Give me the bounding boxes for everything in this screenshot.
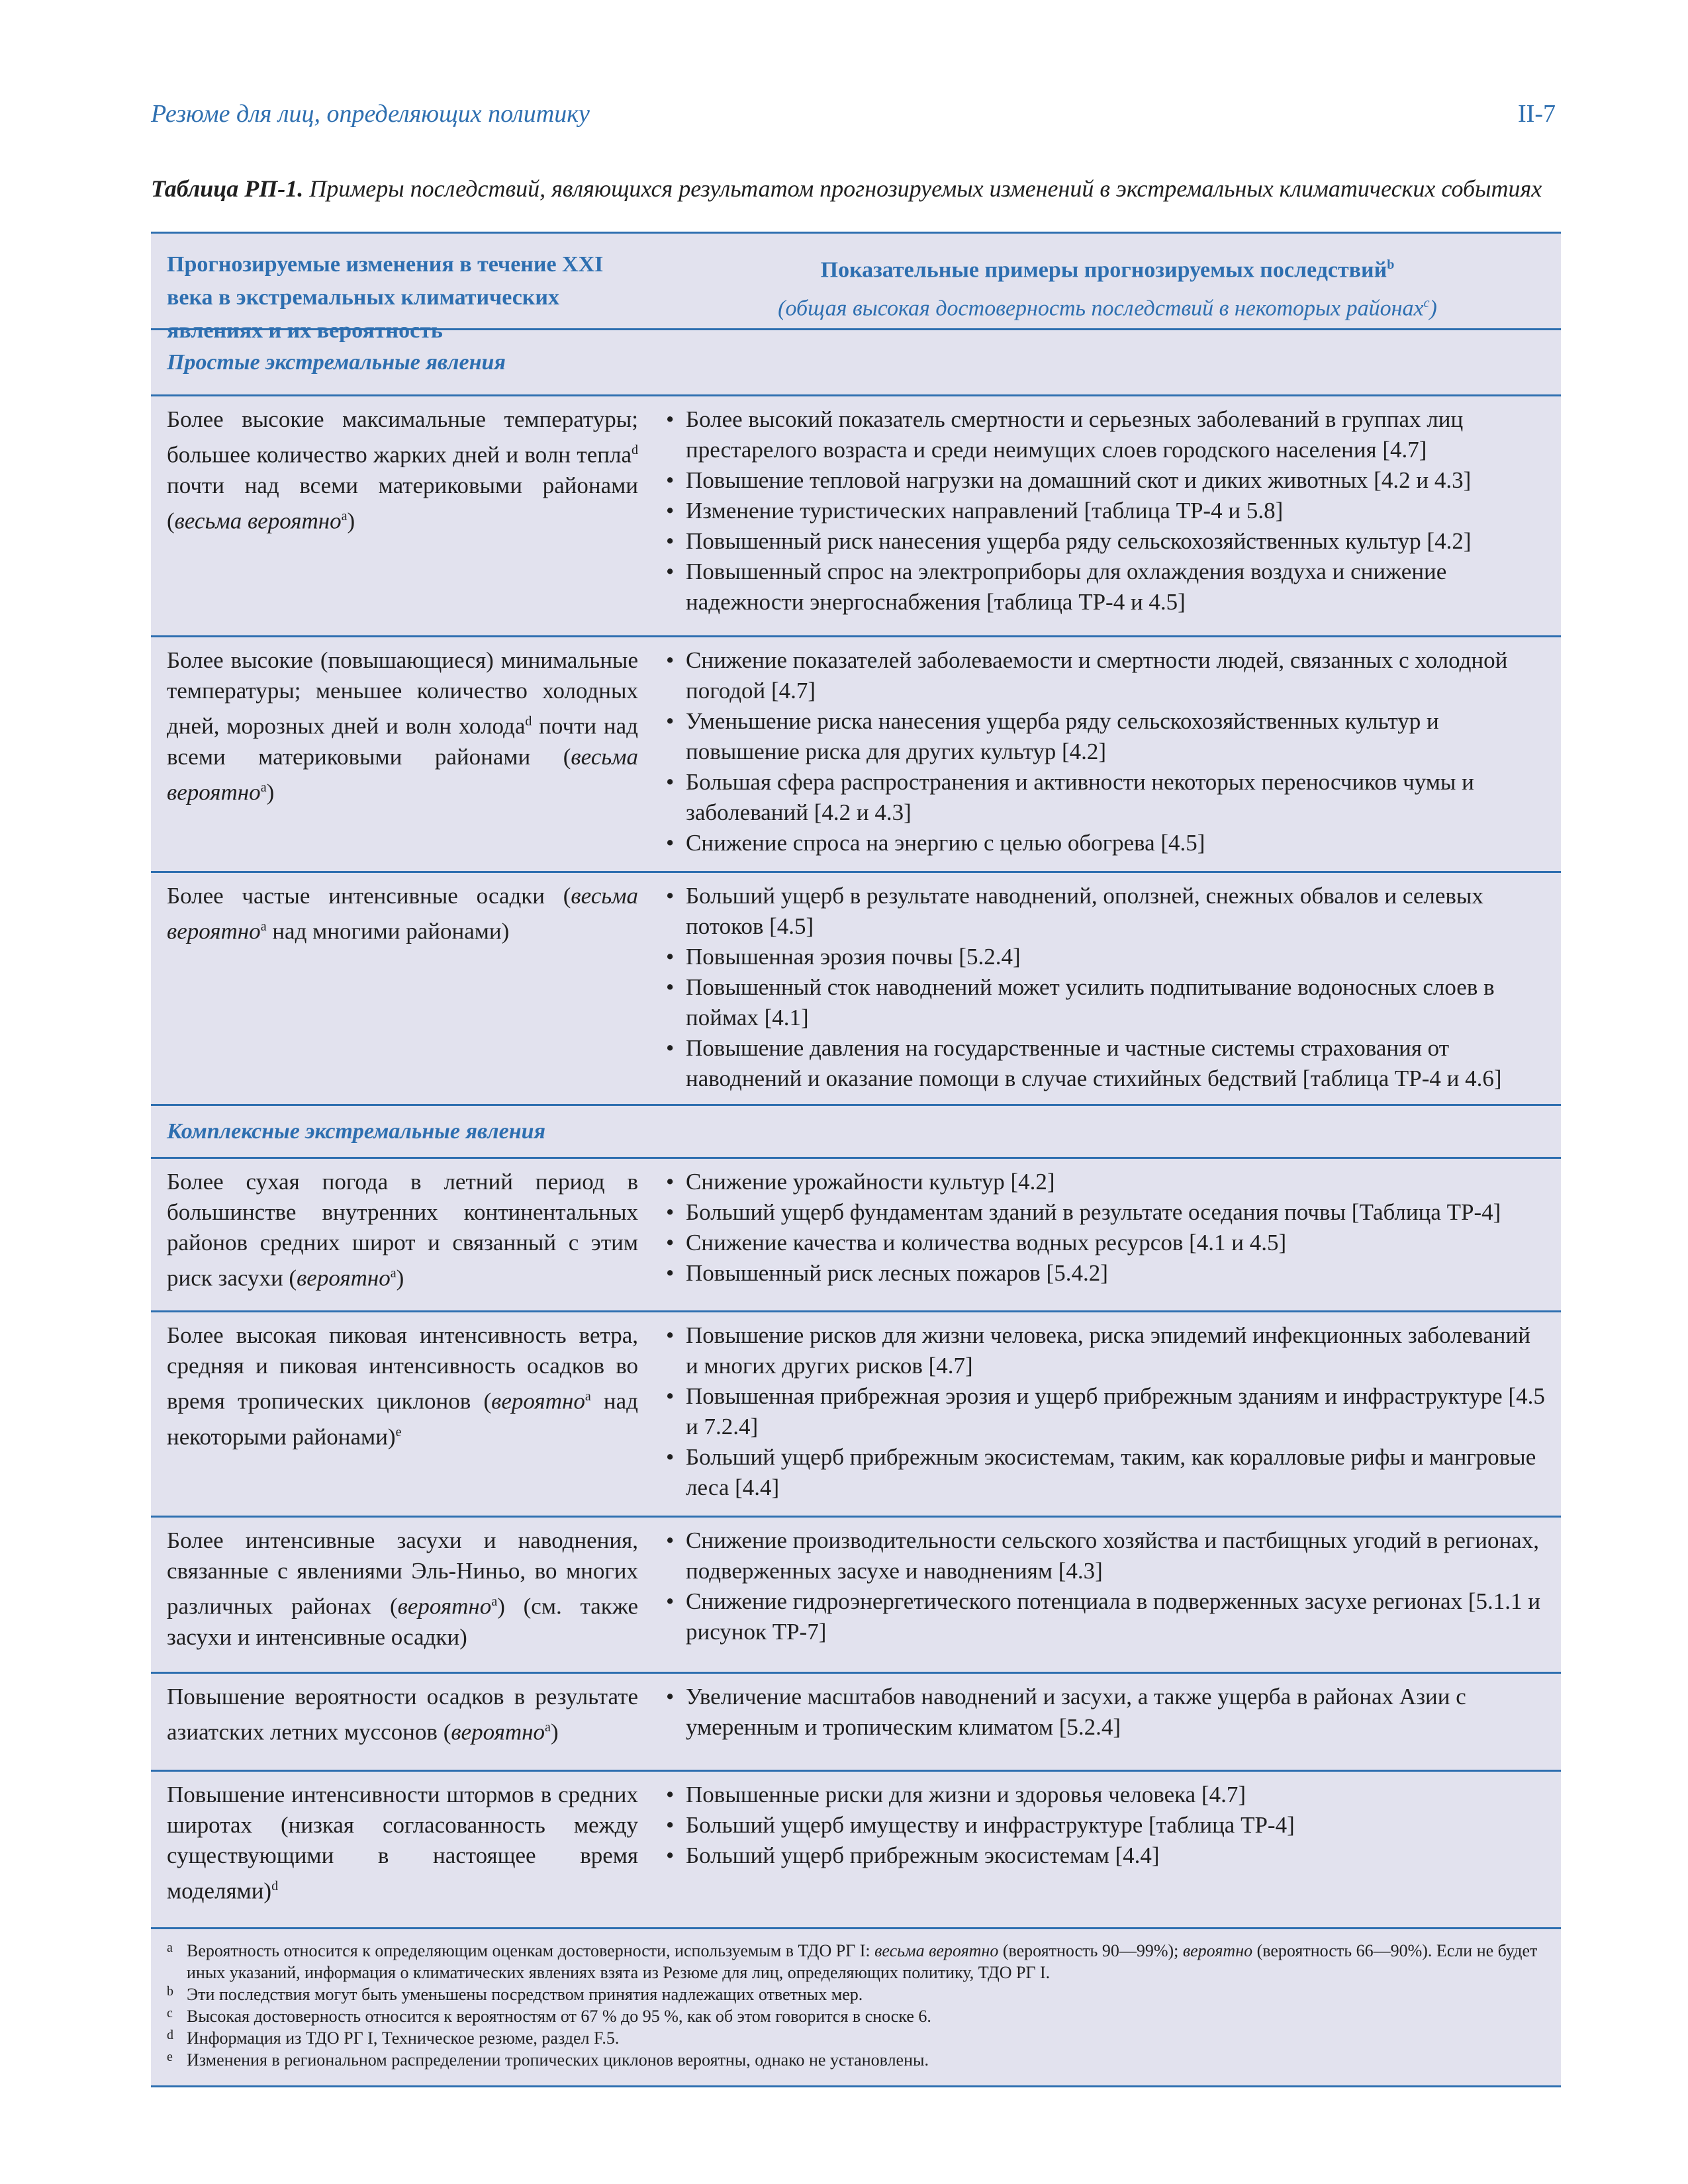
impact-item: • Повышенная прибрежная эрозия и ущерб прибрежным зданиям и инфраструктуре [4.5 и 7.2.4] <box>661 1381 1548 1442</box>
footnote <box>167 1983 1545 2005</box>
table-row <box>151 1312 1561 1518</box>
impact-item: • Снижение производительности сельского хозяйства и пастбищных угодий в регионах, подверженных засухе и наводнениям [4.3] <box>661 1525 1548 1586</box>
table-row <box>151 873 1561 1106</box>
impact-item: • Увеличение масштабов наводнений и засухи, а также ущерба в районах Азии с умеренным и тропическим климатом [5.2.4] <box>661 1682 1548 1743</box>
phenomenon-text-cont: почти над всеми материковыми районами ( <box>167 713 638 770</box>
footnote-text-part: (вероятность 90—99%); <box>998 1941 1183 1960</box>
col-right-title: Показательные примеры прогнозируемых последствий <box>820 257 1387 283</box>
footnote-ref: a <box>585 1389 591 1404</box>
caption-label: Таблица РП-1. <box>151 175 304 202</box>
phenomenon-text-end: ) <box>550 1719 559 1745</box>
footnote <box>167 2027 1545 2049</box>
phenomenon-text-end: ) (см. также засухи и интенсивные осадки) <box>167 1593 638 1650</box>
row-phenomenon <box>151 1159 654 1310</box>
phenomenon-text-end: над многими районами) <box>266 918 510 944</box>
table-caption <box>151 175 1554 203</box>
impact-item: • Больший ущерб в результате наводнений, оползней, снежных обвалов и селевых потоков [4.5] <box>661 881 1548 942</box>
phenomenon-text: Повышение вероятности осадков в результате азиатских летних муссонов ( <box>167 1684 638 1745</box>
phenomenon-text: Более высокие (повышающиеся) минимальные температуры; меньшее количество холодных дней, морозных дней и волн холода <box>167 647 638 739</box>
row-phenomenon <box>151 1518 654 1672</box>
col-left-header: Прогнозируемые изменения в течение XXI века в экстремальных климатических явлениях и их вероятность <box>167 252 604 343</box>
impact-item: • Снижение показателей заболеваемости и смертности людей, связанных с холодной погодой [4.7] <box>661 645 1548 706</box>
table-row <box>151 1518 1561 1674</box>
col-right-subtitle: (общая высокая достоверность последствий в некоторых районах <box>778 296 1424 321</box>
impact-list <box>661 1780 1548 1871</box>
impact-item: • Уменьшение риска нанесения ущерба ряду сельскохозяйственных культур и повышение риска для других культур [4.2] <box>661 706 1548 767</box>
footnote-ref: a <box>260 919 267 934</box>
impact-list <box>661 645 1548 858</box>
impact-item: • Снижение спроса на энергию с целью обогрева [4.5] <box>661 828 1548 858</box>
footnote-ref: e <box>395 1424 402 1439</box>
footnote-ref: a <box>341 508 348 523</box>
running-header: Резюме для лиц, определяющих политику <box>151 100 590 128</box>
row-impacts <box>654 1312 1561 1516</box>
impact-item: • Более высокий показатель смертности и серьезных заболеваний в группах лиц престарелого возраста и среди неимущих слоев городского населения [4.7] <box>661 404 1548 465</box>
section-heading: Комплексные экстремальные явления <box>151 1106 1561 1159</box>
footnote-ref: a <box>545 1720 551 1735</box>
footnote-text-part: Вероятность относится к определяющим оценкам достоверности, используемым в ТДО РГ I: <box>187 1941 875 1960</box>
phenomenon-text-cont: почти над всеми материковыми районами ( <box>167 472 638 534</box>
row-impacts <box>654 873 1561 1104</box>
impact-list <box>661 1167 1548 1289</box>
impact-item: • Повышенная эрозия почвы [5.2.4] <box>661 942 1548 972</box>
row-phenomenon <box>151 1772 654 1927</box>
footnote-italic: весьма вероятно <box>874 1941 999 1960</box>
impact-item: • Повышенный риск нанесения ущерба ряду сельскохозяйственных культур [4.2] <box>661 526 1548 557</box>
impact-list <box>661 1320 1548 1503</box>
footnote-text <box>187 1983 1545 2005</box>
table-row <box>151 396 1561 637</box>
table-row <box>151 1159 1561 1312</box>
impact-item: • Изменение туристических направлений [таблица ТР-4 и 5.8] <box>661 496 1548 526</box>
section-heading: Простые экстремальные явления <box>151 330 1561 396</box>
footnote-text-part: Информация из ТДО РГ I, Техническое резюме, раздел F.5. <box>187 2028 620 2048</box>
col-right-subtitle-end: ) <box>1429 296 1437 321</box>
phenomenon-text-end: над некоторыми районами) <box>167 1388 638 1450</box>
row-phenomenon <box>151 396 654 635</box>
table-row <box>151 637 1561 873</box>
col-right-title-sup: b <box>1387 257 1395 272</box>
impact-item: • Снижение качества и количества водных ресурсов [4.1 и 4.5] <box>661 1228 1548 1258</box>
footnote-text-part: Изменения в региональном распределении тропических циклонов вероятны, однако не установлены. <box>187 2050 929 2070</box>
impact-item: • Больший ущерб прибрежным экосистемам [4.4] <box>661 1841 1548 1871</box>
footnote <box>167 1940 1545 1983</box>
footnote <box>167 2005 1545 2027</box>
footnote-ref: a <box>390 1266 397 1281</box>
impact-item: • Больший ущерб фундаментам зданий в результате оседания почвы [Таблица ТР-4] <box>661 1197 1548 1228</box>
table-row <box>151 1772 1561 1929</box>
row-phenomenon <box>151 1312 654 1516</box>
impact-item: • Повышенный риск лесных пожаров [5.4.2] <box>661 1258 1548 1289</box>
impact-item: • Повышение рисков для жизни человека, риска эпидемий инфекционных заболеваний и многих других рисков [4.7] <box>661 1320 1548 1381</box>
caption-text: Примеры последствий, являющихся результатом прогнозируемых изменений в экстремальных климатических событиях <box>309 175 1542 202</box>
impact-list <box>661 404 1548 617</box>
footnote-ref: d <box>525 714 532 729</box>
phenomenon-text: Более интенсивные засухи и наводнения, связанные с явлениями Эль-Ниньо, во многих различных районах ( <box>167 1527 638 1619</box>
impact-item: • Повышение тепловой нагрузки на домашний скот и диких животных [4.2 и 4.3] <box>661 465 1548 496</box>
likelihood: вероятно <box>397 1593 492 1619</box>
footnote-text <box>187 1940 1545 1983</box>
footnote-ref: d <box>632 443 638 457</box>
phenomenon-text: Повышение интенсивности штормов в средних широтах (низкая согласованность между существующими в настоящее время моделями) <box>167 1782 638 1904</box>
col-right-subtitle-sup: c <box>1423 296 1430 311</box>
footnote-mark: e <box>167 2050 173 2064</box>
phenomenon-text: Более сухая погода в летний период в большинстве внутренних континентальных районов средних широт и связанный с этим риск засухи ( <box>167 1169 638 1291</box>
phenomenon-text: Более высокая пиковая интенсивность ветра, средняя и пиковая интенсивность осадков во время тропических циклонов ( <box>167 1322 638 1414</box>
row-impacts <box>654 396 1561 635</box>
likelihood: вероятно <box>491 1388 585 1414</box>
impacts-table <box>151 232 1561 2087</box>
impact-item: • Снижение урожайности культур [4.2] <box>661 1167 1548 1197</box>
footnote-text <box>187 2005 1545 2027</box>
footnote-ref: d <box>271 1879 279 1893</box>
impact-list <box>661 1682 1548 1743</box>
footnote-mark: b <box>167 1984 173 1999</box>
row-phenomenon <box>151 873 654 1104</box>
row-impacts <box>654 1674 1561 1770</box>
phenomenon-text-end: ) <box>347 508 355 534</box>
row-impacts <box>654 1772 1561 1927</box>
likelihood: весьма вероятно <box>167 743 638 805</box>
likelihood: весьма вероятно <box>167 883 638 944</box>
row-phenomenon <box>151 637 654 871</box>
row-impacts <box>654 1518 1561 1672</box>
impact-item: • Повышенный спрос на электроприборы для охлаждения воздуха и снижение надежности энергоснабжения [таблица ТР-4 и 4.5] <box>661 557 1548 617</box>
impact-item: • Больший ущерб имуществу и инфраструктуре [таблица ТР-4] <box>661 1810 1548 1841</box>
footnote-text <box>187 2049 1545 2071</box>
table-body <box>151 330 1561 1929</box>
phenomenon-text-end: ) <box>266 779 275 805</box>
impact-item: • Большая сфера распространения и активности некоторых переносчиков чумы и заболеваний [4.2 и 4.3] <box>661 767 1548 828</box>
phenomenon-text-end: ) <box>396 1265 404 1291</box>
footnote-mark: a <box>167 1940 173 1955</box>
row-impacts <box>654 637 1561 871</box>
row-phenomenon <box>151 1674 654 1770</box>
col-right-header <box>654 234 1561 328</box>
footnote <box>167 2049 1545 2071</box>
impact-item: • Больший ущерб прибрежным экосистемам, таким, как коралловые рифы и мангровые леса [4.4] <box>661 1442 1548 1503</box>
footnote-ref: a <box>260 780 267 795</box>
footnote-text <box>187 2027 1545 2049</box>
impact-item: • Повышенные риски для жизни и здоровья человека [4.7] <box>661 1780 1548 1810</box>
footnote-text-part: (вероятность 66—90%). Если не будет иных указаний, информация о климатических явлениях взята из Резюме для лиц, определяющих политику, ТДО РГ I. <box>187 1941 1538 1982</box>
likelihood: весьма вероятно <box>174 508 342 534</box>
footnotes <box>151 1929 1561 2085</box>
phenomenon-text: Более высокие максимальные температуры; большее количество жарких дней и волн тепла <box>167 406 638 468</box>
footnote-mark: d <box>167 2028 173 2042</box>
page-number: II-7 <box>1518 100 1556 128</box>
likelihood: вероятно <box>451 1719 545 1745</box>
impact-list <box>661 1525 1548 1647</box>
footnote-mark: c <box>167 2006 173 2021</box>
row-impacts <box>654 1159 1561 1310</box>
table-header <box>151 234 1561 343</box>
impact-list <box>661 881 1548 1094</box>
likelihood: вероятно <box>297 1265 391 1291</box>
impact-item: • Повышение давления на государственные и частные системы страхования от наводнений и оказание помощи в случае стихийных бедствий [таблица ТР-4 и 4.6] <box>661 1033 1548 1094</box>
impact-item: • Снижение гидроэнергетического потенциала в подверженных засухе регионах [5.1.1 и рисунок ТР-7] <box>661 1586 1548 1647</box>
impact-item: • Повышенный сток наводнений может усилить подпитывание водоносных слоев в поймах [4.1] <box>661 972 1548 1033</box>
footnote-italic: вероятно <box>1182 1941 1253 1960</box>
footnote-text-part: Высокая достоверность относится к вероятностям от 67 % до 95 %, как об этом говорится в сноске 6. <box>187 2007 931 2026</box>
footnote-text-part: Эти последствия могут быть уменьшены посредством принятия надлежащих ответных мер. <box>187 1985 863 2004</box>
table-row <box>151 1674 1561 1772</box>
phenomenon-text: Более частые интенсивные осадки ( <box>167 883 571 909</box>
footnote-ref: a <box>491 1594 498 1609</box>
